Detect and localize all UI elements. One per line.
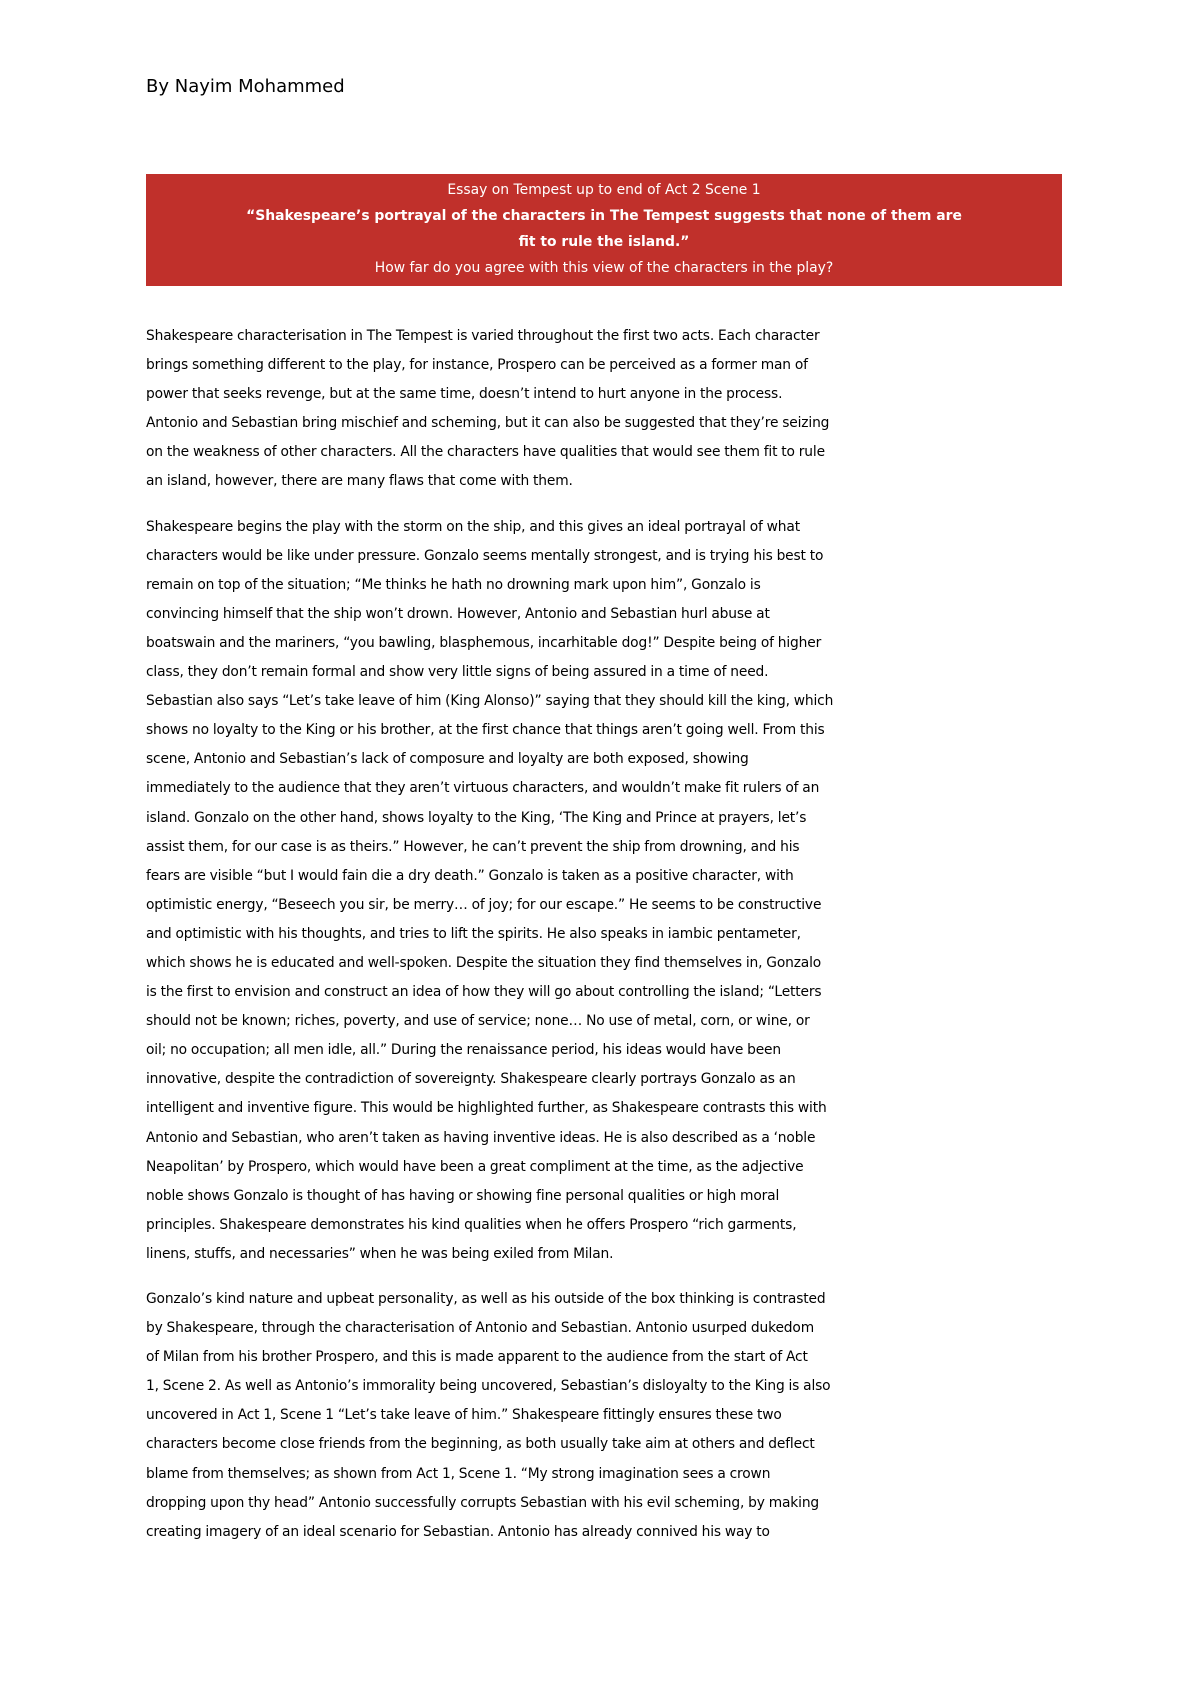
paragraph-line: immediately to the audience that they aren’t virtuous characters, and wouldn’t make fit rulers of an: [146, 780, 820, 797]
paragraph-line: brings something different to the play, for instance, Prospero can be perceived as a former man of: [146, 357, 808, 374]
paragraph-line: Neapolitan’ by Prospero, which would have been a great compliment at the time, as the adjective: [146, 1158, 804, 1175]
essay-question-prompt: How far do you agree with this view of the characters in the play?: [374, 260, 834, 276]
paragraph-line: Antonio and Sebastian bring mischief and scheming, but it can also be suggested that they’re seizing: [146, 415, 830, 432]
essay-question-quote: “Shakespeare’s portrayal of the characters in The Tempest suggests that none of them are: [246, 208, 962, 224]
paragraph-line: should not be known; riches, poverty, and use of service; none… No use of metal, corn, or wine, or: [146, 1013, 810, 1030]
paragraph-line: and optimistic with his thoughts, and tries to lift the spirits. He also speaks in iambic pentameter,: [146, 925, 801, 942]
paragraph-line: is the first to envision and construct an idea of how they will go about controlling the island; “Letters: [146, 984, 822, 1001]
essay-title: Essay on Tempest up to end of Act 2 Scene 1: [447, 182, 761, 198]
paragraph-line: Antonio and Sebastian, who aren’t taken as having inventive ideas. He is also described as a ‘noble: [146, 1129, 816, 1146]
author-line: By Nayim Mohammed: [146, 76, 345, 97]
paragraph-line: dropping upon thy head” Antonio successfully corrupts Sebastian with his evil scheming, by making: [146, 1494, 820, 1511]
paragraph-line: Sebastian also says “Let’s take leave of him (King Alonso)” saying that they should kill the king, which: [146, 693, 834, 710]
paragraph-line: fears are visible “but I would fain die a dry death.” Gonzalo is taken as a positive character, with: [146, 867, 794, 884]
paragraph-line: oil; no occupation; all men idle, all.” During the renaissance period, his ideas would have been: [146, 1042, 781, 1059]
paragraph-line: blame from themselves; as shown from Act 1, Scene 1. “My strong imagination sees a crown: [146, 1465, 771, 1482]
paragraph-line: boatswain and the mariners, “you bawling, blasphemous, incarhitable dog!” Despite being of higher: [146, 634, 822, 651]
essay-title-box: [146, 174, 1062, 286]
paragraph-line: convincing himself that the ship won’t drown. However, Antonio and Sebastian hurl abuse at: [146, 605, 770, 622]
paragraph-line: class, they don’t remain formal and show very little signs of being assured in a time of need.: [146, 664, 769, 681]
paragraph-line: characters become close friends from the beginning, as both usually take aim at others and deflect: [146, 1436, 815, 1453]
paragraph: [146, 513, 1070, 1269]
paragraph: [146, 322, 1070, 497]
paragraph-line: remain on top of the situation; “Me thinks he hath no drowning mark upon him”, Gonzalo is: [146, 576, 761, 593]
paragraph-line: uncovered in Act 1, Scene 1 “Let’s take leave of him.” Shakespeare fittingly ensures these two: [146, 1407, 782, 1424]
paragraph-line: linens, stuffs, and necessaries” when he was being exiled from Milan.: [146, 1245, 614, 1262]
paragraph-line: Shakespeare begins the play with the storm on the ship, and this gives an ideal portrayal of what: [146, 518, 800, 535]
paragraph-line: noble shows Gonzalo is thought of has having or showing fine personal qualities or high moral: [146, 1187, 780, 1204]
paragraph: [146, 1285, 1070, 1547]
paragraph-line: shows no loyalty to the King or his brother, at the first chance that things aren’t going well. From this: [146, 722, 825, 739]
paragraph-line: of Milan from his brother Prospero, and this is made apparent to the audience from the start of Act: [146, 1349, 808, 1366]
paragraph-line: which shows he is educated and well-spoken. Despite the situation they find themselves in, Gonzalo: [146, 954, 822, 971]
paragraph-line: assist them, for our case is as theirs.” However, he can’t prevent the ship from drowning, and his: [146, 838, 800, 855]
paragraph-line: innovative, despite the contradiction of sovereignty. Shakespeare clearly portrays Gonzalo as an: [146, 1071, 796, 1088]
paragraph-line: an island, however, there are many flaws that come with them.: [146, 473, 573, 490]
paragraph-line: Shakespeare characterisation in The Tempest is varied throughout the first two acts. Each character: [146, 328, 820, 344]
paragraph-line: characters would be like under pressure. Gonzalo seems mentally strongest, and is trying his best to: [146, 547, 824, 564]
paragraph-line: by Shakespeare, through the characterisation of Antonio and Sebastian. Antonio usurped dukedom: [146, 1320, 814, 1337]
paragraph-line: power that seeks revenge, but at the same time, doesn’t intend to hurt anyone in the process.: [146, 386, 783, 403]
paragraph-line: scene, Antonio and Sebastian’s lack of composure and loyalty are both exposed, showing: [146, 751, 749, 768]
essay-body: [146, 322, 1070, 1563]
paragraph-line: island. Gonzalo on the other hand, shows loyalty to the King, ‘The King and Prince at prayers, let’s: [146, 809, 807, 826]
paragraph-line: intelligent and inventive figure. This would be highlighted further, as Shakespeare contrasts this with: [146, 1100, 827, 1117]
paragraph-line: principles. Shakespeare demonstrates his kind qualities when he offers Prospero “rich garments,: [146, 1216, 797, 1233]
paragraph-line: optimistic energy, “Beseech you sir, be merry… of joy; for our escape.” He seems to be constructive: [146, 896, 822, 913]
paragraph-line: Gonzalo’s kind nature and upbeat personality, as well as his outside of the box thinking is contrasted: [146, 1291, 826, 1307]
paragraph-line: 1, Scene 2. As well as Antonio’s immorality being uncovered, Sebastian’s disloyalty to the King is also: [146, 1378, 831, 1395]
essay-question-quote-end: fit to rule the island.”: [518, 234, 690, 250]
paragraph-line: creating imagery of an ideal scenario for Sebastian. Antonio has already connived his way to: [146, 1523, 770, 1540]
paragraph-line: on the weakness of other characters. All the characters have qualities that would see them fit to rule: [146, 444, 825, 461]
